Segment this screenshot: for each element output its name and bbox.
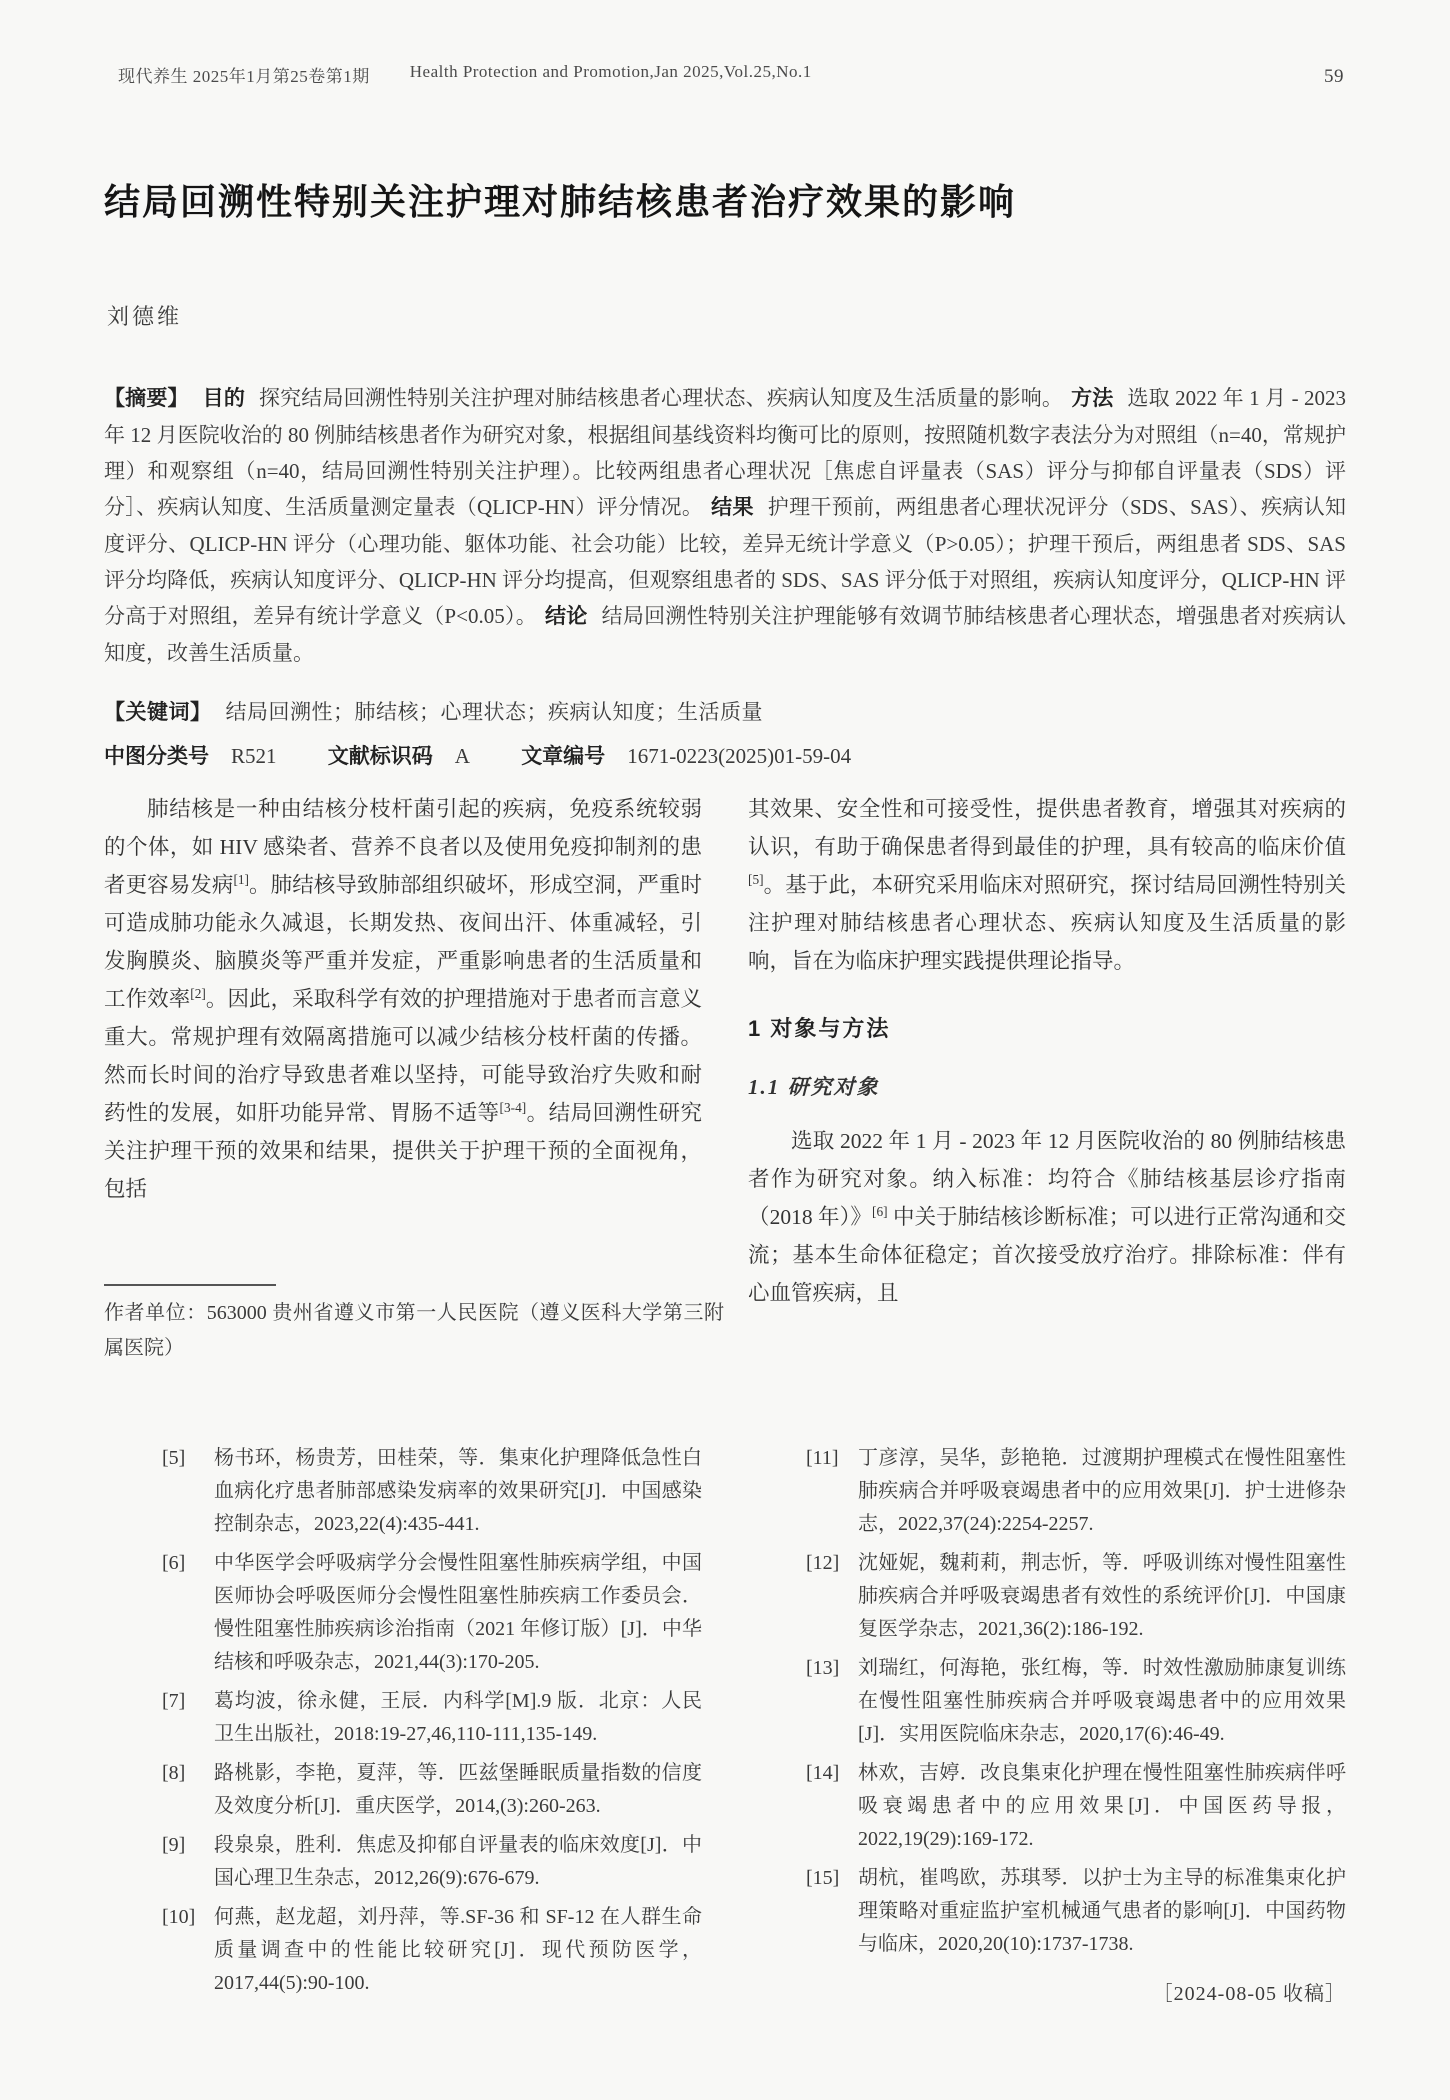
body-left-column xyxy=(104,790,702,1312)
reference-number: [9] xyxy=(162,1834,186,1856)
article-no-label: 文章编号 xyxy=(521,745,606,768)
received-date: ［2024-08-05 收稿］ xyxy=(1152,1983,1346,2005)
author-name: 刘德维 xyxy=(107,304,183,329)
journal-header xyxy=(118,62,1344,88)
reference-text: 中华医学会呼吸病学分会慢性阻塞性肺疾病学组，中国医师协会呼吸医师分会慢性阻塞性肺疾病工作委员会．慢性阻塞性肺疾病诊治指南（2021 年修订版）[J]．中华结核和呼吸杂志，2021,44(3):170-205. xyxy=(214,1552,702,1673)
reference-text: 葛均波，徐永健，王辰．内科学[M].9 版．北京：人民卫生出版社，2018:19-27,46,110-111,135-149. xyxy=(214,1690,702,1745)
reference-item xyxy=(806,1652,1346,1751)
section-1-heading: 1 对象与方法 xyxy=(748,1016,891,1041)
abstract-label: 【摘要】 xyxy=(104,387,189,410)
clc-label: 中图分类号 xyxy=(104,745,209,768)
reference-text: 路桃影，李艳，夏萍，等．匹兹堡睡眠质量指数的信度及效度分析[J]．重庆医学，2014,(3):260-263. xyxy=(214,1762,702,1817)
reference-text: 何燕，赵龙超，刘丹萍，等.SF-36 和 SF-12 在人群生命质量调查中的性能比较研究[J]．现代预防医学，2017,44(5):90-100. xyxy=(214,1906,702,1994)
references-left xyxy=(104,1442,702,2006)
abstract-results-text: 护理干预前，两组患者心理状况评分（SDS、SAS）、疾病认知度评分、QLICP-HN 评分（心理功能、躯体功能、社会功能）比较，差异无统计学意义（P>0.05）；护理干预后，两组患者 SDS、SAS 评分均降低，疾病认知度评分、QLICP-HN 评分均提高，但观察组患者的 SDS、SAS 评分低于对照组，疾病认知度评分，QLICP-HN 评分高于对照组，差异有统计学意义（P<0.05）。 xyxy=(104,495,1347,628)
body-columns xyxy=(104,790,1346,1312)
reference-number: [15] xyxy=(806,1867,840,1889)
reference-item xyxy=(806,1757,1346,1856)
reference-number: [11] xyxy=(806,1447,839,1469)
reference-text: 刘瑞红，何海艳，张红梅，等．时效性激励肺康复训练在慢性阻塞性肺疾病合并呼吸衰竭患者中的应用效果[J]．实用医院临床杂志，2020,17(6):46-49. xyxy=(858,1657,1346,1745)
abstract-objective-label: 目的 xyxy=(202,387,245,410)
reference-item xyxy=(162,1757,702,1823)
reference-item xyxy=(162,1685,702,1751)
article-no-value: 1671-0223(2025)01-59-04 xyxy=(627,744,852,768)
reference-number: [14] xyxy=(806,1762,840,1784)
reference-item xyxy=(806,1442,1346,1541)
article-title: 结局回溯性特别关注护理对肺结核患者治疗效果的影响 xyxy=(104,182,1017,223)
reference-text: 丁彦淳，吴华，彭艳艳．过渡期护理模式在慢性阻塞性肺疾病合并呼吸衰竭患者中的应用效果[J]．护士进修杂志，2022,37(24):2254-2257. xyxy=(858,1447,1346,1535)
doc-code-label: 文献标识码 xyxy=(327,745,433,768)
reference-text: 杨书环，杨贵芳，田桂荣，等．集束化护理降低急性白血病化疗患者肺部感染发病率的效果研究[J]．中国感染控制杂志，2023,22(4):435-441. xyxy=(214,1447,702,1535)
intro-paragraph-right: 其效果、安全性和可接受性，提供患者教育，增强其对疾病的认识，有助于确保患者得到最佳的护理，具有较高的临床价值[5]。基于此，本研究采用临床对照研究，探讨结局回溯性特别关注护理对肺结核患者心理状态、疾病认知度及生活质量的影响，旨在为临床护理实践提供理论指导。 xyxy=(748,797,1346,973)
abstract-methods-text: 选取 2022 年 1 月 - 2023 年 12 月医院收治的 80 例肺结核患者作为研究对象，根据组间基线资料均衡可比的原则，按照随机数字表法分为对照组（n=40，常规护理）和观察组（n=40，结局回溯性特别关注护理）。比较两组患者心理状况［焦虑自评量表（SAS）评分与抑郁自评量表（SDS）评分］、疾病认知度、生活质量测定量表（QLICP-HN）评分情况。 xyxy=(104,386,1347,519)
references-section xyxy=(104,1442,1346,2006)
intro-paragraph-left: 肺结核是一种由结核分枝杆菌引起的疾病，免疫系统较弱的个体，如 HIV 感染者、营养不良者以及使用免疫抑制剂的患者更容易发病[1]。肺结核导致肺部组织破坏，形成空洞，严重时可造成肺功能永久减退，长期发热、夜间出汗、体重减轻，引发胸膜炎、脑膜炎等严重并发症，严重影响患者的生活质量和工作效率[2]。因此，采取科学有效的护理措施对于患者而言意义重大。常规护理有效隔离措施可以减少结核分枝杆菌的传播。然而长时间的治疗导致患者难以坚持，可能导致治疗失败和耐药性的发展，如肝功能异常、胃肠不适等[3-4]。结局回溯性研究关注护理干预的效果和结果，提供关于护理干预的全面视角，包括 xyxy=(104,797,702,1201)
journal-header-left xyxy=(118,62,812,87)
page-number: 59 xyxy=(1324,66,1344,87)
reference-number: [10] xyxy=(162,1906,196,1928)
reference-item xyxy=(806,1547,1346,1646)
reference-item xyxy=(162,1901,702,2000)
section-1-1-paragraph: 选取 2022 年 1 月 - 2023 年 12 月医院收治的 80 例肺结核患者作为研究对象。纳入标准：均符合《肺结核基层诊疗指南（2018 年）》[6] 中关于肺结核诊断标准；可以进行正常沟通和交流；基本生命体征稳定；首次接受放疗治疗。排除标准：伴有心血管疾病，且 xyxy=(748,1129,1346,1305)
abstract-methods-label: 方法 xyxy=(1071,387,1114,410)
reference-text: 沈娅妮，魏莉莉，荆志忻，等．呼吸训练对慢性阻塞性肺疾病合并呼吸衰竭患者有效性的系统评价[J]．中国康复医学杂志，2021,36(2):186-192. xyxy=(858,1552,1346,1640)
doc-code-value: A xyxy=(454,744,470,768)
abstract-objective-text: 探究结局回溯性特别关注护理对肺结核患者心理状态、疾病认知度及生活质量的影响。 xyxy=(258,386,1064,410)
reference-number: [12] xyxy=(806,1552,840,1574)
reference-text: 胡杭，崔鸣欧，苏琪琴．以护士为主导的标准集束化护理策略对重症监护室机械通气患者的影响[J]．中国药物与临床，2020,20(10):1737-1738. xyxy=(858,1867,1346,1955)
section-1-1-heading: 1.1 研究对象 xyxy=(748,1075,880,1099)
clc-value: R521 xyxy=(231,744,277,768)
keywords-section xyxy=(104,696,1346,726)
keywords-label: 【关键词】 xyxy=(104,701,212,724)
abstract-conclusion-label: 结论 xyxy=(545,605,588,628)
reference-number: [13] xyxy=(806,1657,840,1679)
reference-item xyxy=(162,1442,702,1541)
footnote-affiliation xyxy=(104,1284,724,1366)
affiliation-text: 作者单位：563000 贵州省遵义市第一人民医院（遵义医科大学第三附属医院） xyxy=(104,1302,724,1359)
footnote-divider xyxy=(104,1284,276,1286)
reference-number: [8] xyxy=(162,1762,186,1784)
reference-item xyxy=(162,1547,702,1679)
reference-text: 段泉泉，胜利．焦虑及抑郁自评量表的临床效度[J]．中国心理卫生杂志，2012,26(9):676-679. xyxy=(214,1834,702,1889)
body-right-column xyxy=(748,790,1346,1312)
reference-number: [7] xyxy=(162,1690,186,1712)
reference-item xyxy=(806,1862,1346,1961)
reference-number: [5] xyxy=(162,1447,186,1469)
reference-text: 林欢，吉婷．改良集束化护理在慢性阻塞性肺疾病伴呼吸衰竭患者中的应用效果[J]．中国医药导报，2022,19(29):169-172. xyxy=(858,1762,1346,1850)
journal-name-cn: 现代养生 2025年1月第25卷第1期 xyxy=(118,67,370,86)
meta-section xyxy=(104,740,1346,770)
abstract-conclusion-text: 结局回溯性特别关注护理能够有效调节肺结核患者心理状态，增强患者对疾病认知度，改善生活质量。 xyxy=(104,604,1346,665)
references-right xyxy=(748,1442,1346,2006)
keywords-text: 结局回溯性；肺结核；心理状态；疾病认知度；生活质量 xyxy=(225,700,763,724)
abstract-results-label: 结果 xyxy=(711,496,754,519)
reference-item xyxy=(162,1829,702,1895)
reference-number: [6] xyxy=(162,1552,186,1574)
abstract-section xyxy=(104,380,1346,671)
journal-name-en: Health Protection and Promotion,Jan 2025,Vol.25,No.1 xyxy=(409,62,812,81)
